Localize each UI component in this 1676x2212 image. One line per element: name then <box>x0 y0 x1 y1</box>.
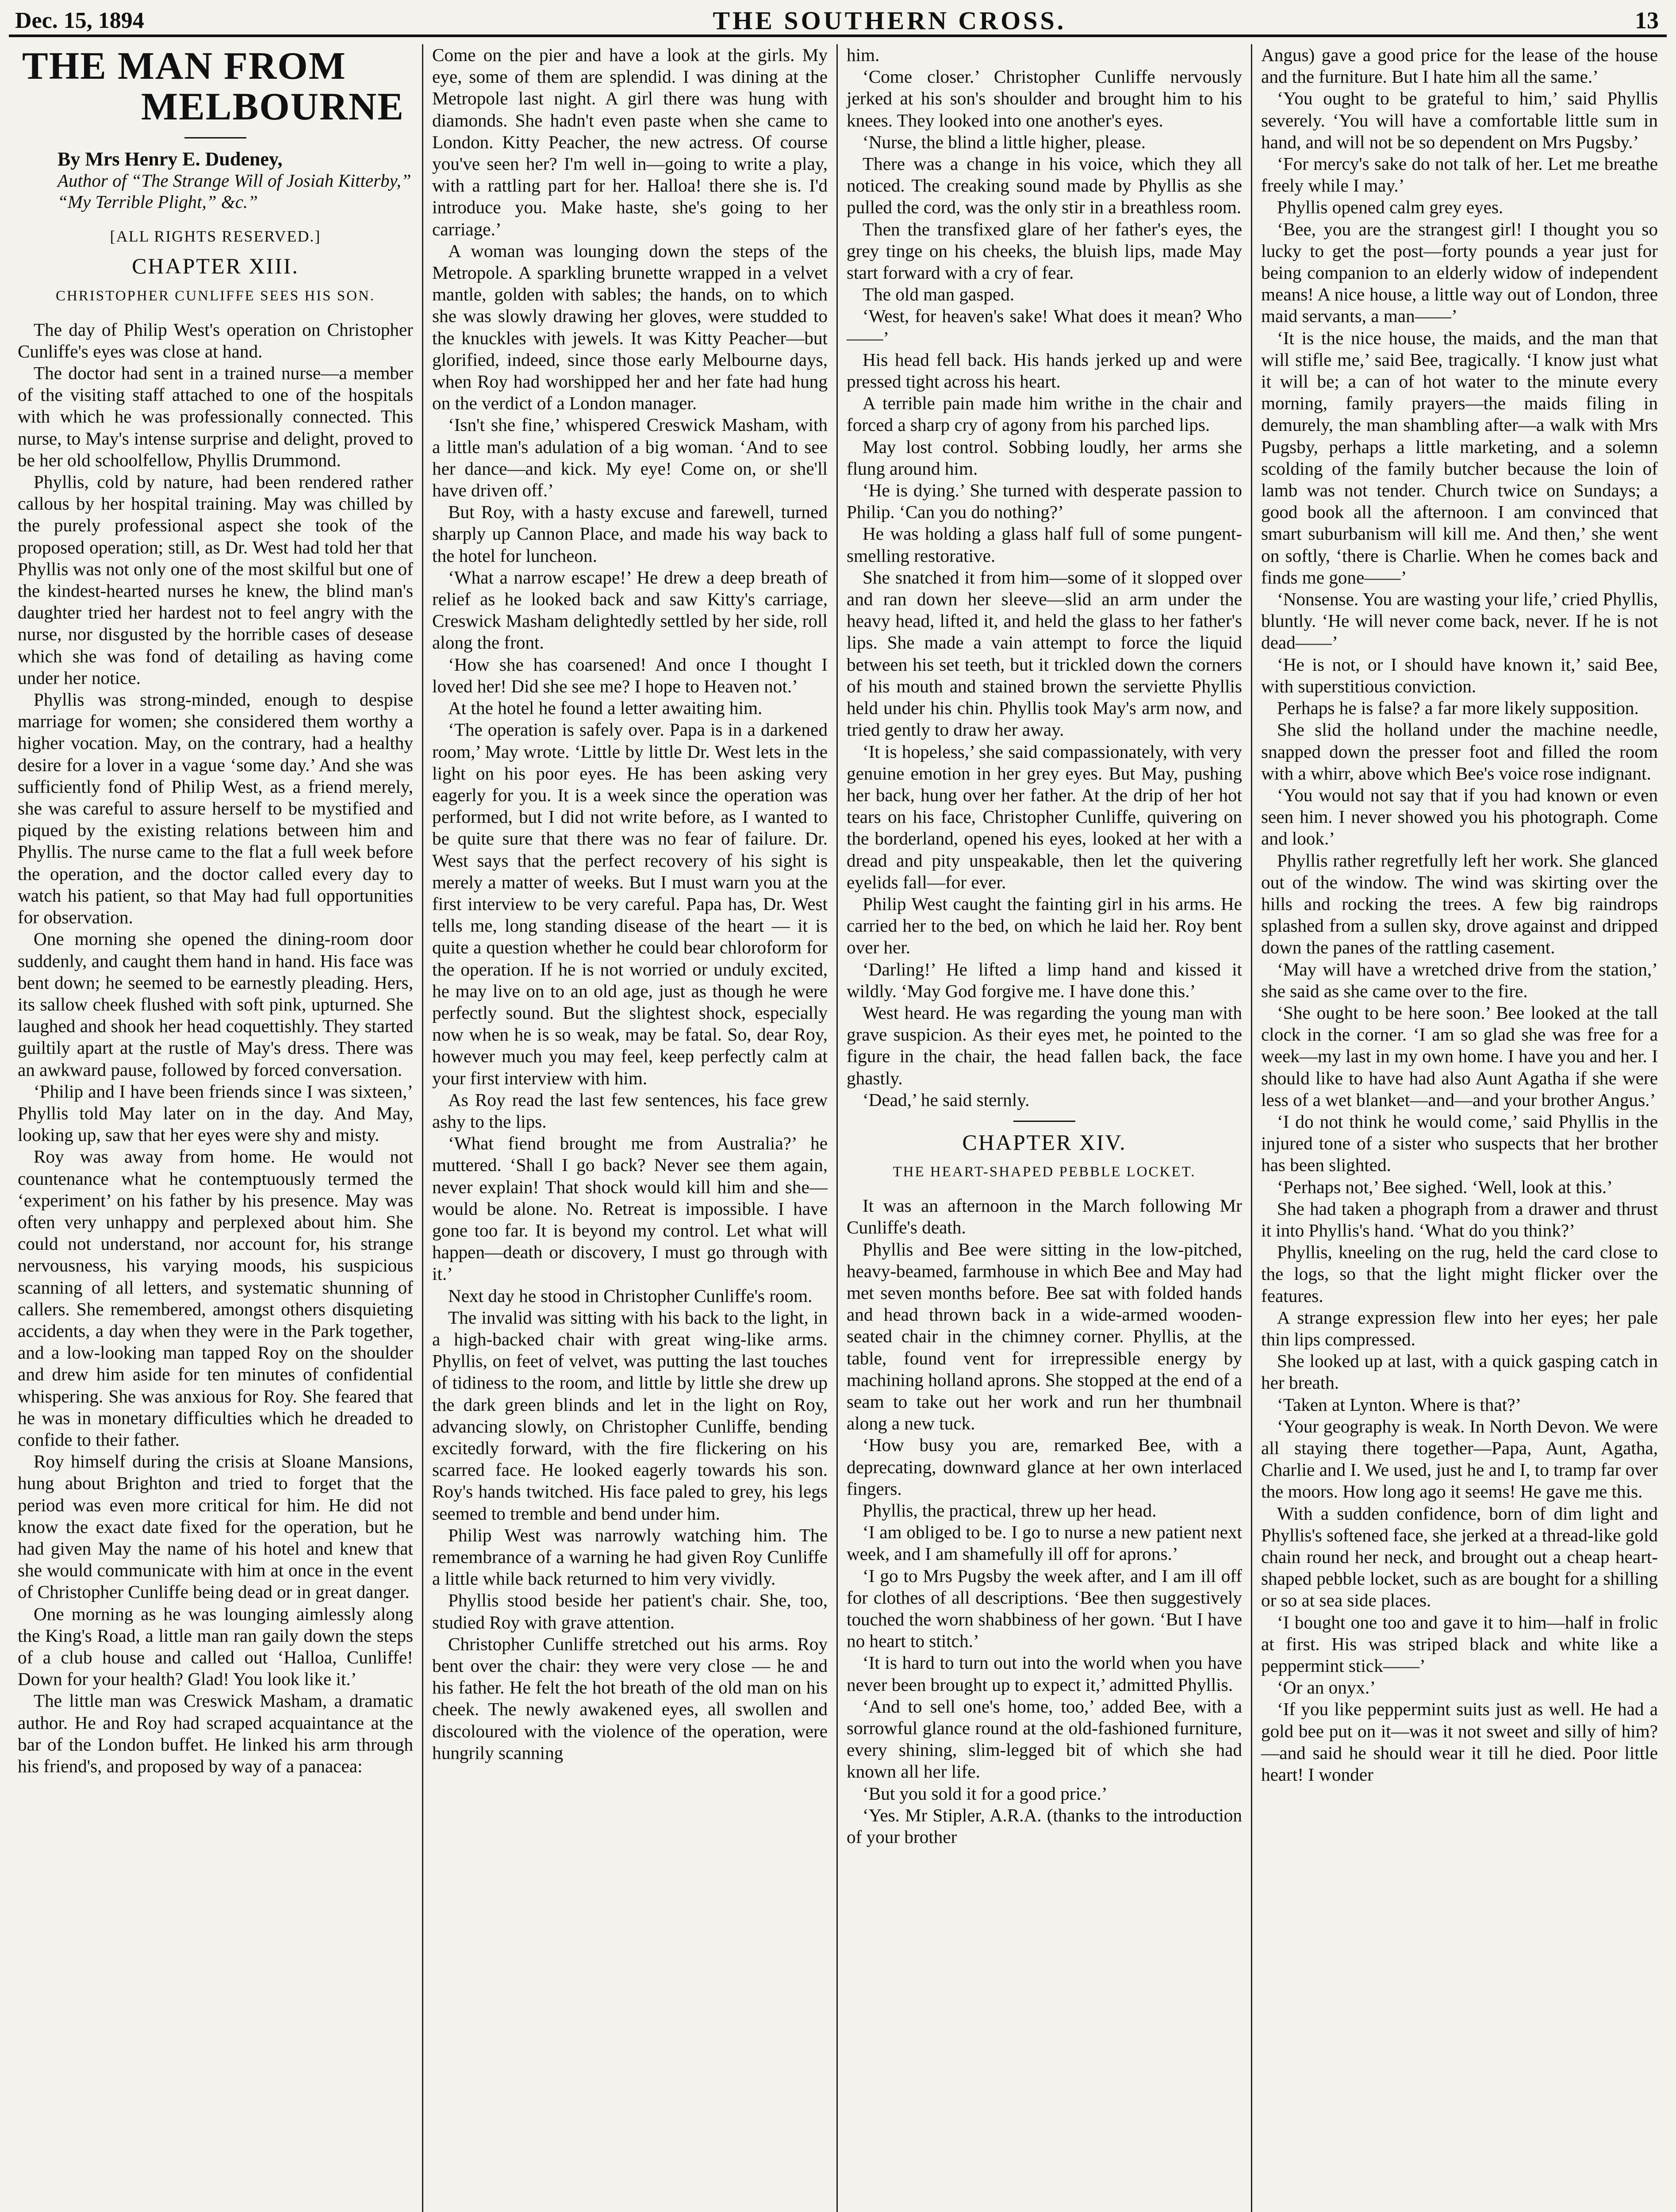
paragraph: ‘Dead,’ he said sternly. <box>863 1089 1030 1110</box>
paragraph: A terrible pain made him writhe in the chair and forced a sharp cry of agony from his parched lips. <box>847 393 1242 435</box>
column-2-body <box>432 44 828 1764</box>
chapter-subtitle-2: THE HEART-SHAPED PEBBLE LOCKET. <box>893 1164 1196 1180</box>
byline: By Mrs Henry E. Dudeney, <box>58 148 283 170</box>
column-3-body-top <box>847 44 1242 1111</box>
paragraph: ‘It is hard to turn out into the world when you have never been brought up to expect it,’ admitted Phyllis. <box>847 1652 1242 1695</box>
paragraph: He was holding a glass half full of some pungent-smelling restorative. <box>847 523 1242 566</box>
paragraph: ‘She ought to be here soon.’ Bee looked at the tall clock in the corner. ‘I am so glad she was free for a week—my last in my own home. I have you and her. I should like to have had also Aunt Agatha if she were less of a wet blanket—and—and your brother Angus.’ <box>1261 1002 1658 1110</box>
paragraph: There was a change in his voice, which they all noticed. The creaking sound made by Phyllis as she pulled the cord, was the only stir in a breathless room. <box>847 154 1242 218</box>
paragraph: ‘What fiend brought me from Australia?’ he muttered. ‘Shall I go back? Never see them again, never explain! That shock would kill him and she—would be alone. No. Retreat is impossible. I have gone too far. It is beyond my control. Let what will happen—death or discovery, I must go through with it.’ <box>432 1133 828 1284</box>
column-3 <box>838 44 1252 2212</box>
story-title-line-2: MELBOURNE <box>141 85 404 128</box>
paragraph: ‘You would not say that if you had known or even seen him. I never showed you his photograph. Come and look.’ <box>1261 784 1658 849</box>
paragraph: ‘Nurse, the blind a little higher, please. <box>863 131 1146 152</box>
paragraph: ‘I am obliged to be. I go to nurse a new patient next week, and I am shamefully ill off for aprons.’ <box>847 1522 1242 1564</box>
chapter-heading-2: CHAPTER XIV. <box>962 1129 1127 1155</box>
paragraph: ‘You ought to be grateful to him,’ said Phyllis severely. ‘You will have a comfortable little sum in hand, and will not be so dependent on Mrs Pugsby.’ <box>1261 88 1658 152</box>
paragraph: His head fell back. His hands jerked up and were pressed tight across his heart. <box>847 349 1242 392</box>
paragraph: The doctor had sent in a trained nurse—a member of the visiting staff attached to one of the hospitals with which he was professionally connected. This nurse, to May's intense surprise and delight, proved to be her old schoolfellow, Phyllis Drummond. <box>18 363 413 470</box>
column-1 <box>9 44 423 2212</box>
paragraph: Phyllis was strong-minded, enough to despise marriage for women; she considered them worthy a higher vocation. May, on the contrary, had a healthy desire for a lover in a vague ‘some day.’ And she was sufficiently fond of Philip West, as a friend merely, she was careful to assure herself to be mystified and piqued by the existing relations between him and Phyllis. The nurse came to the flat a full week before the operation, and the doctor called every day to watch his patient, so that May had full opportunities for observation. <box>18 689 413 928</box>
column-4-body <box>1261 44 1658 1786</box>
paragraph: him. <box>847 45 880 65</box>
article-columns <box>9 44 1667 2212</box>
paragraph: ‘May will have a wretched drive from the station,’ she said as she came over to the fire. <box>1261 959 1658 1001</box>
issue-date: Dec. 15, 1894 <box>15 8 144 33</box>
running-header <box>9 6 1667 37</box>
paragraph: ‘I do not think he would come,’ said Phyllis in the injured tone of a sister who suspects that her brother has been slighted. <box>1261 1111 1658 1175</box>
paragraph: Christopher Cunliffe stretched out his arms. Roy bent over the chair: they were very close — he and his father. He felt the hot breath of the old man on his cheek. The newly awakened eyes, all swollen and discoloured with the violence of the operation, were hungrily scanning <box>432 1633 828 1763</box>
paragraph: Phyllis, cold by nature, had been rendered rather callous by her hospital training. May was chilled by the purely professional aspect she took of the proposed operation; still, as Dr. West had told her that Phyllis was not only one of the most skilful but one of the kindest-hearted nurses he knew, the blind man's daughter tried her hardest not to feel angry with the nurse, nor disgusted by the horrible cases of desease which she was fond of detailing as having come under her notice. <box>18 472 413 688</box>
paragraph: One morning she opened the dining-room door suddenly, and caught them hand in hand. His face was bent down; he seemed to be earnestly pleading. Hers, its sallow cheek flushed with soft pink, upturned. She laughed and shook her head coquettishly. They started guiltily apart at the rustle of May's dress. There was an awkward pause, followed by forced conversation. <box>18 929 413 1080</box>
paragraph: The day of Philip West's operation on Christopher Cunliffe's eyes was close at hand. <box>18 319 413 361</box>
paragraph: The invalid was sitting with his back to the light, in a high-backed chair with great wing-like arms. Phyllis, on feet of velvet, was putting the last touches of tidiness to the room, and little by little she drew up the dark green blinds and let in the light on Roy, advancing slowly, on Christopher Cunliffe, bending excitedly forward, with the fire flickering on his scarred face. He looked eagerly towards his son. Roy's hands twitched. His face paled to grey, his legs seemed to tremble and bend under him. <box>432 1307 828 1524</box>
paragraph: Phyllis, the practical, threw up her head. <box>863 1500 1157 1521</box>
paragraph: ‘What a narrow escape!’ He drew a deep breath of relief as he looked back and saw Kitty's carriage, Creswick Masham delightedly settled by her side, roll along the front. <box>432 567 828 653</box>
paragraph: ‘Philip and I have been friends since I was sixteen,’ Phyllis told May later on in the day. And May, looking up, saw that her eyes were shy and misty. <box>18 1081 413 1145</box>
paragraph: One morning as he was lounging aimlessly along the King's Road, a little man ran gaily down the steps of a club house and called out ‘Halloa, Cunliffe! Down for your health? Glad! You look like it.’ <box>18 1603 413 1690</box>
paragraph: She looked up at last, with a quick gasping catch in her breath. <box>1261 1351 1658 1393</box>
paragraph: ‘West, for heaven's sake! What does it mean? Who——’ <box>847 306 1242 348</box>
paragraph: ‘Come closer.’ Christopher Cunliffe nervously jerked at his son's shoulder and brought him to his knees. They looked into one another's eyes. <box>847 66 1242 131</box>
paragraph: ‘It is hopeless,’ she said compassionately, with very genuine emotion in her grey eyes. But May, pushing her back, hung over her father. At the drip of her hot tears on his face, Christopher Cunliffe, quivering on the borderland, opened his eyes, looked at her with a dread and pity unspeakable, then let the quivering eyelids fall—for ever. <box>847 741 1242 892</box>
paragraph: A strange expression flew into her eyes; her pale thin lips compressed. <box>1261 1307 1658 1349</box>
paragraph: ‘But you sold it for a good price.’ <box>863 1783 1108 1804</box>
paragraph: ‘He is dying.’ She turned with desperate passion to Philip. ‘Can you do nothing?’ <box>847 480 1242 522</box>
chapter-subtitle: CHRISTOPHER CUNLIFFE SEES HIS SON. <box>55 288 376 304</box>
paragraph: ‘Darling!’ He lifted a limp hand and kissed it wildly. ‘May God forgive me. I have done this.’ <box>847 959 1242 1001</box>
paragraph: ‘Yes. Mr Stipler, A.R.A. (thanks to the introduction of your brother <box>847 1805 1242 1847</box>
paragraph: The little man was Creswick Masham, a dramatic author. He and Roy had scraped acquaintance at the bar of the London buffet. He linked his arm through his friend's, and proposed by way of a panacea: <box>18 1690 413 1777</box>
paragraph: A woman was lounging down the steps of the Metropole. A sparkling brunette wrapped in a velvet mantle, golden with sables; the hands, on to which she was slowly drawing her gloves, were studded to the knuckles with jewels. It was Kitty Peacher—but glorified, indeed, since those early Melbourne days, when Roy had worshipped her and her fate had hung on the verdict of a London manager. <box>432 240 828 414</box>
paragraph: Angus) gave a good price for the lease of the house and the furniture. But I hate him all the same.’ <box>1261 45 1658 87</box>
paragraph: Phyllis rather regretfully left her work. She glanced out of the window. The wind was skirting over the hills and rocking the trees. A few big raindrops splashed from a sullen sky, drove against and dripped down the panes of the rattling casement. <box>1261 850 1658 958</box>
paragraph: ‘Nonsense. You are wasting your life,’ cried Phyllis, bluntly. ‘He will never come back, never. If he is not dead——’ <box>1261 589 1658 653</box>
page-number: 13 <box>1635 7 1659 34</box>
title-rule <box>184 137 246 138</box>
paragraph: ‘Your geography is weak. In North Devon. We were all staying there together—Papa, Aunt, Agatha, Charlie and I. We used, just he and I, to tramp far over the moors. How long ago it seems! He gave me this. <box>1261 1416 1658 1502</box>
rights-notice: [ALL RIGHTS RESERVED.] <box>110 227 321 246</box>
paragraph: At the hotel he found a letter awaiting him. <box>448 698 763 718</box>
column-1-body <box>18 319 413 1778</box>
paragraph: ‘Or an onyx.’ <box>1277 1677 1376 1698</box>
paragraph: ‘For mercy's sake do not talk of her. Let me breathe freely while I may.’ <box>1261 154 1658 196</box>
paragraph: Roy himself during the crisis at Sloane Mansions, hung about Brighton and tried to forget that the period was even more critical for him. He did not know the exact date fixed for the operation, but he had given May the name of his hotel and knew that she would communicate with him at once in the event of Christopher Cunliffe being dead or in great danger. <box>18 1451 413 1602</box>
paragraph: ‘If you like peppermint suits just as well. He had a gold bee put on it—was it not sweet and silly of him?—and said he should wear it till he died. Poor little heart! I wonder <box>1261 1699 1658 1785</box>
chapter-heading: CHAPTER XIII. <box>132 253 299 279</box>
paragraph: But Roy, with a hasty excuse and farewell, turned sharply up Cannon Place, and made his way back to the hotel for luncheon. <box>432 502 828 566</box>
paragraph: Next day he stood in Christopher Cunliffe's room. <box>448 1285 813 1306</box>
paragraph: Phyllis and Bee were sitting in the low-pitched, heavy-beamed, farmhouse in which Bee and May had met seven months before. Bee sat with folded hands and head thrown back in a wide-armed wooden-seated chair in the chimney corner. Phyllis, at the table, found vent for irrepressible energy by machining holland aprons. She stopped at the end of a seam to take out her work and run her thumbnail along a new tuck. <box>847 1239 1242 1434</box>
paragraph: The old man gasped. <box>863 284 1015 305</box>
paragraph: ‘I bought one too and gave it to him—half in frolic at first. His was striped black and white like a peppermint stick——’ <box>1261 1612 1658 1676</box>
paragraph: ‘He is not, or I should have known it,’ said Bee, with superstitious conviction. <box>1261 654 1658 696</box>
paragraph: With a sudden confidence, born of dim light and Phyllis's softened face, she jerked at a thread-like gold chain round her neck, and brought out a cheap heart-shaped pebble locket, such as are bought for a shilling or so at sea side places. <box>1261 1503 1658 1611</box>
paragraph: ‘How she has coarsened! And once I thought I loved her! Did she see me? I hope to Heaven not.’ <box>432 654 828 696</box>
newspaper-page <box>9 6 1667 2212</box>
masthead: THE SOUTHERN CROSS. <box>713 6 1066 35</box>
column-4 <box>1252 44 1667 2212</box>
paragraph: ‘How busy you are, remarked Bee, with a deprecating, downward glance at her own interlaced fingers. <box>847 1435 1242 1499</box>
paragraph: ‘Bee, you are the strangest girl! I thought you so lucky to get the post—forty pounds a year just for being companion to an elderly widow of independent means! A nice house, a little way out of London, three maid servants, a man——’ <box>1261 219 1658 326</box>
paragraph: ‘The operation is safely over. Papa is in a darkened room,’ May wrote. ‘Little by little Dr. West lets in the light on his poor eyes. He has been asking very eagerly for you. It is a week since the operation was performed, but I did not write before, as I wanted to be quite sure that there was no fear of failure. Dr. West says that the perfect recovery of his sight is merely a matter of weeks. But I must warn you at the first interview to be very careful. Papa has, Dr. West tells me, long standing disease of the heart — it is quite a question whether he could bear chloroform for the operation. If he is not worried or unduly excited, he may live on to an old age, just as though he were perfectly sound. But the slightest shock, especially now when he is so weak, may be fatal. So, dear Roy, however much you may feel, keep perfectly calm at your first interview with him. <box>432 719 828 1088</box>
paragraph: She slid the holland under the machine needle, snapped down the presser foot and filled the room with a whirr, above which Bee's voice rose indignant. <box>1261 719 1658 783</box>
paragraph: Then the transfixed glare of her father's eyes, the grey tinge on his cheeks, the bluish lips, made May start forward with a cry of fear. <box>847 219 1242 283</box>
author-credits: Author of “The Strange Will of Josiah Kitterby,” “My Terrible Plight,” &c.” <box>58 170 411 212</box>
column-2 <box>423 44 838 2212</box>
paragraph: ‘Taken at Lynton. Where is that?’ <box>1277 1394 1522 1415</box>
paragraph: Roy was away from home. He would not countenance what he contemptuously termed the ‘experiment’ on his father by his presence. May was often very unhappy and perplexed about him. She could not understand, nor account for, his strange nervousness, his varying moods, his suspicious scanning of all letters, and systematic shunning of callers. She remembered, amongst others disquieting accidents, a day when they were in the Park together, and a low-looking man tapped Roy on the shoulder and drew him aside for ten minutes of confidential whispering. She was anxious for Roy. She feared that he was in monetary difficulties which he dreaded to confide to their father. <box>18 1146 413 1450</box>
column-3-body-bottom <box>847 1195 1242 1848</box>
paragraph: Come on the pier and have a look at the girls. My eye, some of them are splendid. I was dining at the Metropole last night. A girl there was hung with diamonds. She hadn't even paste when she came to London. Kitty Peacher, the new actress. Of course you've seen her? I'm well in—going to write a play, with a rattling part for her. Halloa! there she is. I'd introduce you. Make haste, she's going to her carriage.’ <box>432 45 828 239</box>
paragraph: As Roy read the last few sentences, his face grew ashy to the lips. <box>432 1089 828 1132</box>
story-title-line-1: THE MAN FROM <box>22 45 346 88</box>
paragraph: It was an afternoon in the March following Mr Cunliffe's death. <box>847 1195 1242 1238</box>
paragraph: Philip West was narrowly watching him. The remembrance of a warning he had given Roy Cunliffe a little while back returned to him very vividly. <box>432 1525 828 1589</box>
paragraph: Perhaps he is false? a far more likely supposition. <box>1277 698 1639 718</box>
paragraph: ‘Isn't she fine,’ whispered Creswick Masham, with a little man's adulation of a big woman. ‘And to see her dance—and kick. My eye! Come on, or she'll have driven off.’ <box>432 415 828 501</box>
paragraph: Phyllis, kneeling on the rug, held the card close to the logs, so that the light might flicker over the features. <box>1261 1242 1658 1306</box>
paragraph: She snatched it from him—some of it slopped over and ran down her sleeve—slid an arm under the heavy head, lifted it, and held the glass to her father's lips. She made a vain attempt to force the liquid between his set teeth, but it trickled down the corners of his mouth and stained brown the serviette Phyllis held under his chin. Phyllis took May's arm now, and tried gently to draw her away. <box>847 567 1242 740</box>
paragraph: ‘And to sell one's home, too,’ added Bee, with a sorrowful glance round at the old-fashioned furniture, every shining, slim-legged bit of which she had known all her life. <box>847 1696 1242 1782</box>
paragraph: ‘It is the nice house, the maids, and the man that will stifle me,’ said Bee, tragically. ‘I know just what it will be; a can of hot water to the minute every morning, family prayers—the maids filing in demurely, the man shambling after—a walk with Mrs Pugsby, perhaps a little marketing, and a solemn scolding of the family butcher because the loin of lamb was not tender. Church twice on Sundays; a good book all the afternoon. I am convinced that smart suburbanism will kill me. And then,’ she went on softly, ‘there is Charlie. When he comes back and finds me gone——’ <box>1261 327 1658 588</box>
paragraph: ‘I go to Mrs Pugsby the week after, and I am ill off for clothes of all descriptions. ‘Bee then suggestively touched the worn shabbiness of her gown. ‘But I have no heart to stitch.’ <box>847 1565 1242 1651</box>
paragraph: ‘Perhaps not,’ Bee sighed. ‘Well, look at this.’ <box>1277 1176 1613 1197</box>
paragraph: May lost control. Sobbing loudly, her arms she flung around him. <box>847 436 1242 479</box>
paragraph: Philip West caught the fainting girl in his arms. He carried her to the bed, on which he laid her. Roy bent over her. <box>847 893 1242 958</box>
paragraph: West heard. He was regarding the young man with grave suspicion. As their eyes met, he pointed to the figure in the chair, the head fallen back, the face ghastly. <box>847 1002 1242 1088</box>
paragraph: She had taken a phograph from a drawer and thrust it into Phyllis's hand. ‘What do you think?’ <box>1261 1198 1658 1240</box>
paragraph: Phyllis opened calm grey eyes. <box>1277 197 1503 218</box>
paragraph: Phyllis stood beside her patient's chair. She, too, studied Roy with grave attention. <box>432 1590 828 1632</box>
chapter-rule <box>1013 1121 1075 1122</box>
